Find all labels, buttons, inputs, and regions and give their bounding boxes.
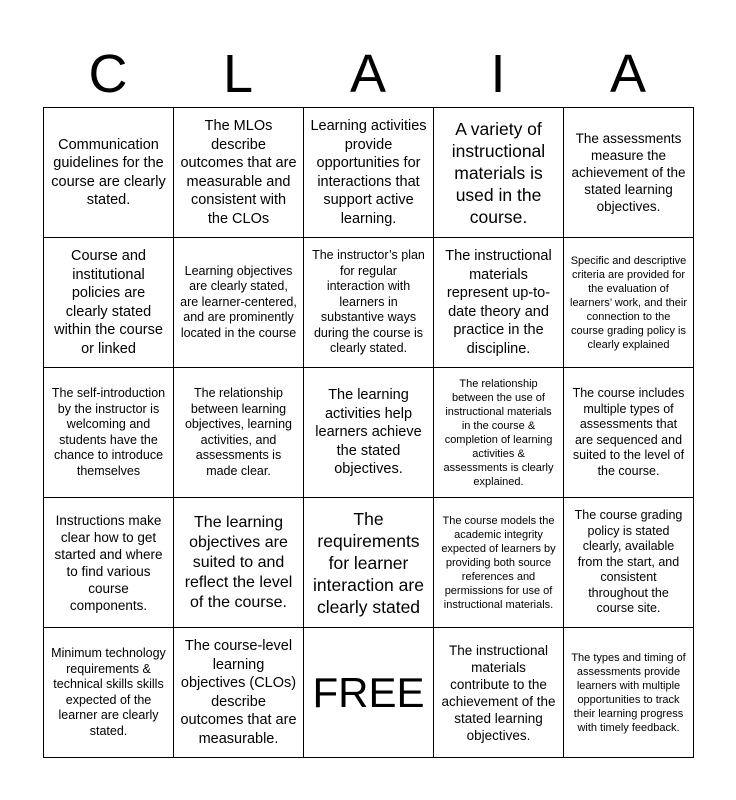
cell-text: The instructional materials represent up-to-date theory and practice in the discipline. [445,248,552,357]
cell-text: Course and institutional policies are clearly stated within the course or linked [54,248,163,357]
bingo-header [43,42,693,106]
cell-text: The course models the academic integrity expected of learners by providing both source references and permissions for use of instructional materials. [441,514,556,611]
bingo-cell [303,237,434,368]
header-letter: C [88,44,128,104]
cell-text: Learning activities provide opportunities for interactions that support active learning. [310,118,427,227]
bingo-cell [433,627,564,758]
bingo-cell [43,237,174,368]
bingo-cell [433,237,564,368]
bingo-cell [433,367,564,498]
cell-text: The relationship between learning objectives, learning activities, and assessments is made clear. [184,386,292,478]
bingo-cell [173,497,304,628]
bingo-cell [303,497,434,628]
cell-text: Minimum technology requirements & technical skills skills expected of the learner are clearly stated. [51,646,166,738]
cell-text: The relationship between the use of instructional materials in the course & completion of learning activities & assessments is clearly explained. [443,377,554,488]
header-letter: A [609,44,647,104]
bingo-cell [43,627,174,758]
cell-text: The requirements for learner interaction are clearly stated [313,508,424,617]
cell-text: The self-introduction by the instructor is welcoming and students have the chance to introduce themselves [51,386,166,478]
bingo-cell [173,107,304,238]
bingo-cell [43,367,174,498]
header-letter: A [349,44,387,104]
header-letter: I [490,44,506,104]
cell-text: Learning objectives are clearly stated, are learner-centered, and are prominently located in the course [180,263,297,340]
bingo-cell [433,497,564,628]
cell-text: Communication guidelines for the course are clearly stated. [51,136,166,208]
cell-text: Specific and descriptive criteria are provided for the evaluation of learners’ work, and their connection to the course grading policy is clearly explained [570,254,687,351]
cell-text: The course-level learning objectives (CLOs) describe outcomes that are measurable. [180,638,297,747]
cell-text: The types and timing of assessments provide learners with multiple opportunities to track their learning progress with timely feedback. [571,651,686,734]
bingo-cell [303,367,434,498]
cell-text: The course grading policy is stated clearly, available from the start, and consistent throughout the course site. [574,508,683,616]
cell-text: The MLOs describe outcomes that are measurable and consistent with the CLOs [180,118,297,227]
bingo-board [43,107,693,757]
cell-text: The instructional materials contribute to the achievement of the stated learning objectives. [441,642,556,743]
header-letter: L [222,44,254,104]
bingo-cell [43,497,174,628]
cell-text: A variety of instructional materials is used in the course. [451,118,546,227]
bingo-cell [303,107,434,238]
free-space-text: FREE [312,668,425,716]
bingo-cell [563,497,694,628]
bingo-cell [433,107,564,238]
cell-text: The instructor’s plan for regular interaction with learners in substantive ways during the course is clearly stated. [312,248,425,356]
bingo-cell [563,237,694,368]
bingo-cell [563,367,694,498]
bingo-cell [173,367,304,498]
bingo-cell [563,627,694,758]
cell-text: The course includes multiple types of assessments that are sequenced and suited to the level of the course. [572,386,685,478]
free-space-cell [303,627,434,758]
cell-text: The learning activities help learners achieve the stated objectives. [315,387,422,478]
cell-text: Instructions make clear how to get started and where to find various course components. [54,512,163,613]
bingo-cell [563,107,694,238]
bingo-cell [173,237,304,368]
cell-text: The learning objectives are suited to and reflect the level of the course. [184,513,293,611]
bingo-cell [43,107,174,238]
bingo-cell [173,627,304,758]
cell-text: The assessments measure the achievement of the stated learning objectives. [571,131,686,214]
